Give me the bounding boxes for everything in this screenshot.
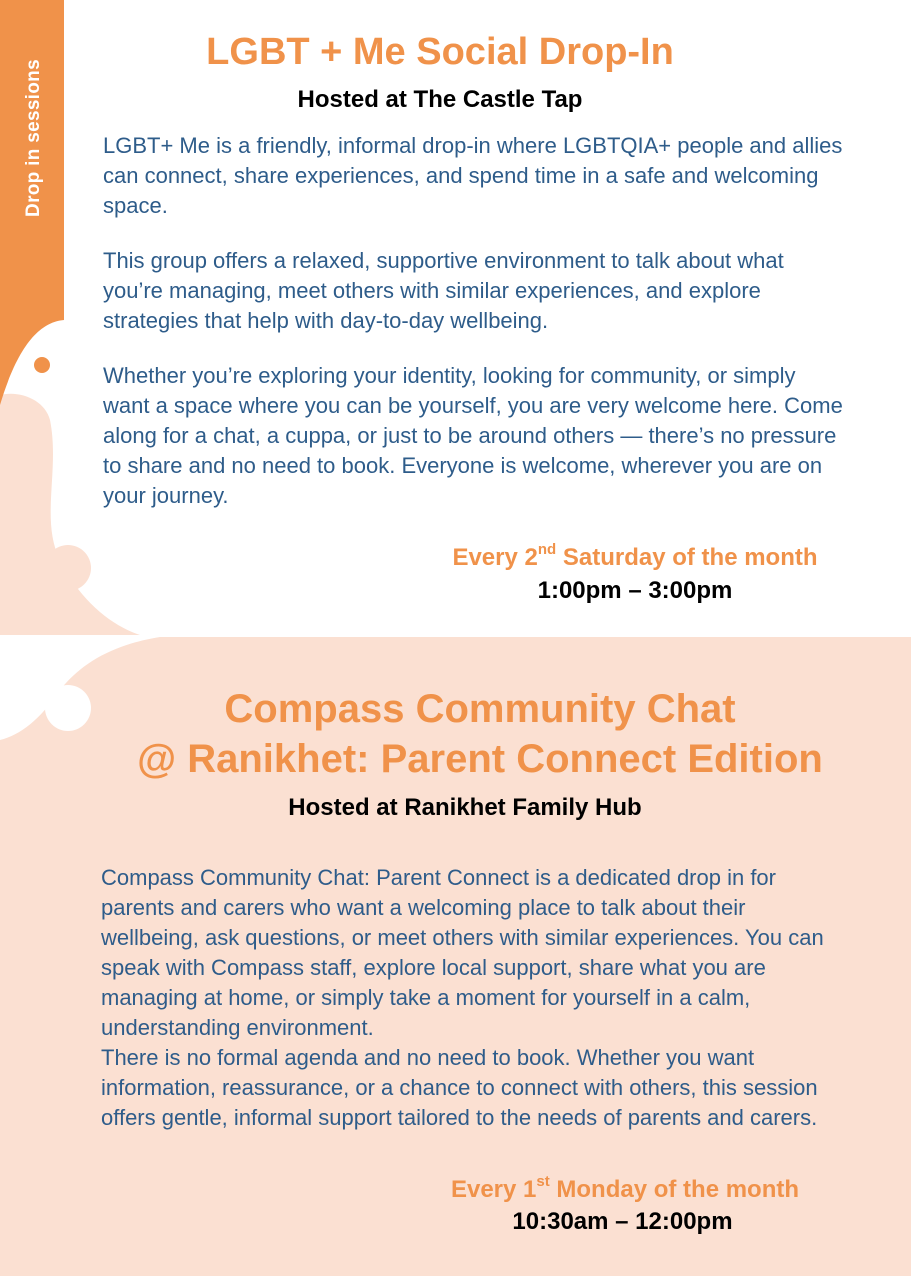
session1-schedule-ordinal: nd (537, 541, 557, 558)
session1-time: 1:00pm – 3:00pm (537, 577, 733, 604)
session2-schedule-suffix: Monday of the month (549, 1176, 800, 1203)
session2-schedule-prefix: Every 1 (450, 1176, 537, 1203)
session2-schedule (390, 1175, 860, 1205)
session2-schedule-ordinal: st (536, 1173, 550, 1190)
white-dot (45, 685, 91, 731)
session2-paragraph-1: Compass Community Chat: Parent Connect is a dedicated drop in for parents and carers who want a welcoming place to talk about their wellbeing, ask questions, or meet others with similar experiences. You can speak with Compass staff, explore local support, share what you are managing at home, or simply take a moment for yourself in a calm, understanding environment. (101, 865, 824, 1040)
session1-schedule-prefix: Every 2 (452, 544, 538, 571)
session2-time: 10:30am – 12:00pm (512, 1208, 733, 1235)
session1-paragraph-3: Whether you’re exploring your identity, looking for community, or simply want a space where you can be yourself, you are very welcome here. Come along for a chat, a cuppa, or just to be around others — there’s no pressure to share and no need to book. Everyone is welcome, wherever you are on your journey. (103, 363, 843, 508)
session1-schedule-suffix: Saturday of the month (556, 544, 818, 571)
session2-title-line2: @ Ranikhet: Parent Connect Edition (137, 737, 823, 781)
session1-hosted: Hosted at The Castle Tap (297, 86, 583, 113)
session2-paragraph-2: There is no formal agenda and no need to book. Whether you want information, reassurance, or a chance to connect with others, this session offers gentle, informal support tailored to the needs of parents and carers. (101, 1045, 818, 1130)
session2-title-line1: Compass Community Chat (224, 687, 736, 731)
session2-hosted: Hosted at Ranikhet Family Hub (288, 794, 642, 821)
session1-title: LGBT + Me Social Drop-In (206, 31, 674, 73)
session1-paragraph-1: LGBT+ Me is a friendly, informal drop-in where LGBTQIA+ people and allies can connect, share experiences, and spend time in a safe and welcoming space. (103, 133, 843, 218)
session1-schedule (400, 543, 870, 573)
sidebar-label: Drop in sessions (23, 59, 44, 217)
peach-dot (45, 545, 91, 591)
orange-dot (34, 357, 50, 373)
session1-paragraph-2: This group offers a relaxed, supportive environment to talk about what you’re managing, meet others with similar experiences, and explore strategies that help with day-to-day wellbeing. (103, 248, 784, 333)
